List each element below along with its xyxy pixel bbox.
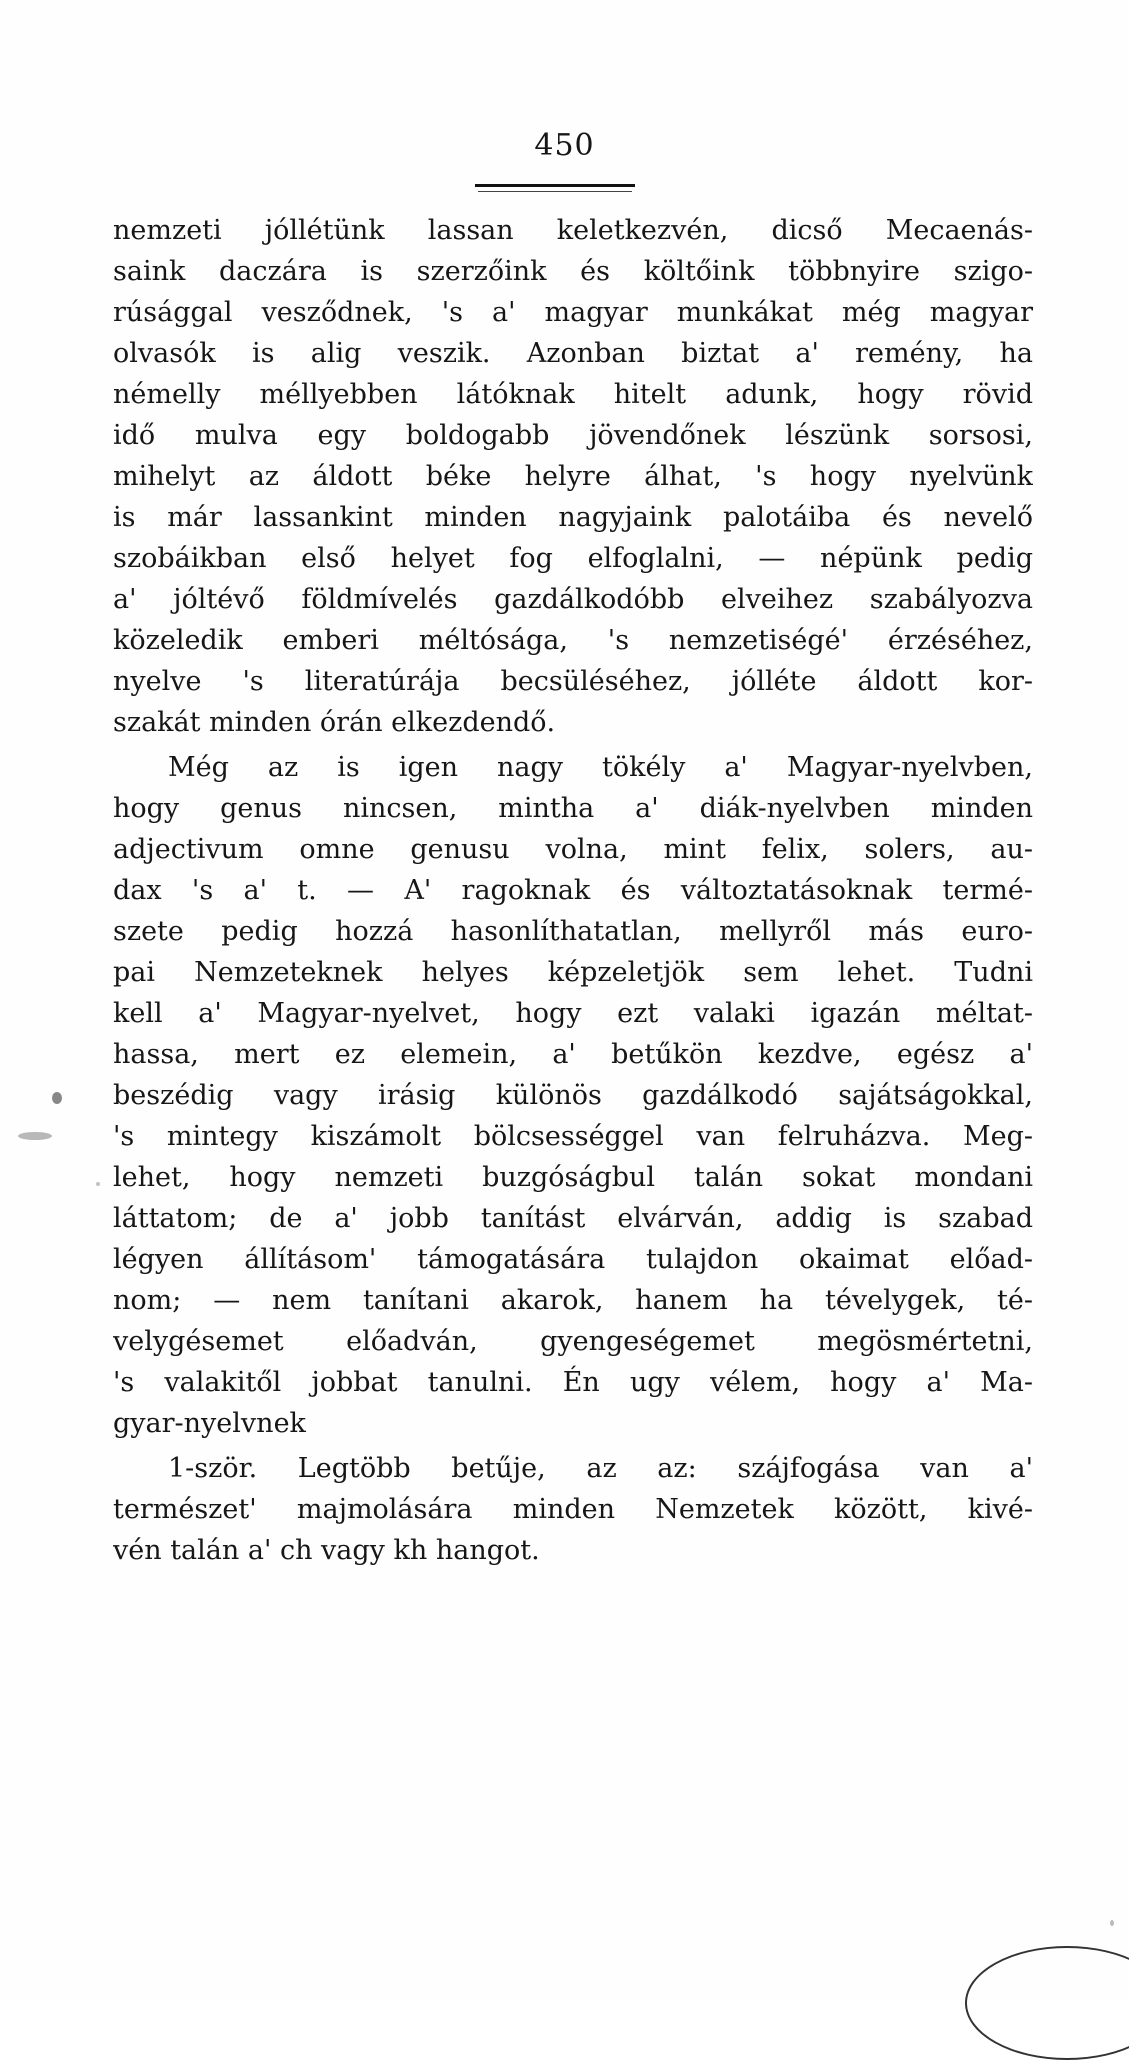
text-line: a' jóltévő földmívelés gazdálkodóbb elveihez szabályozva (113, 584, 1033, 615)
text-line: kell a' Magyar-nyelvet, hogy ezt valaki igazán méltat- (113, 998, 1033, 1029)
text-line: közeledik emberi méltósága, 's nemzetiségé' érzéséhez, (113, 625, 1033, 656)
text-line: gyar-nyelvnek (113, 1408, 306, 1439)
body-text (113, 210, 1033, 1571)
text-line: láttatom; de a' jobb tanítást elvárván, addig is szabad (113, 1203, 1033, 1234)
text-line: nom; — nem tanítani akarok, hanem ha tévelygek, té- (113, 1285, 1033, 1316)
text-line: 1-ször. Legtöbb betűje, az az: szájfogása van a' (168, 1453, 1033, 1484)
text-line: természet' majmolására minden Nemzetek között, kivé- (113, 1494, 1033, 1525)
paragraph-1 (113, 210, 1033, 743)
header-rule-thin (478, 191, 632, 192)
text-line: hassa, mert ez elemein, a' betűkön kezdve, egész a' (113, 1039, 1033, 1070)
header-rule (475, 184, 635, 187)
text-line: 's valakitől jobbat tanulni. Én ugy vélem, hogy a' Ma- (113, 1367, 1033, 1398)
paragraph-3 (113, 1448, 1033, 1571)
text-line: rúsággal vesződnek, 's a' magyar munkákat még magyar (113, 297, 1033, 328)
text-line: némelly méllyebben látóknak hitelt adunk, hogy rövid (113, 379, 1033, 410)
text-line: szobáikban első helyet fog elfoglalni, — népünk pedig (113, 543, 1033, 574)
text-line: idő mulva egy boldogabb jövendőnek lészünk sorsosi, (113, 420, 1033, 451)
text-line: pai Nemzeteknek helyes képzeletjök sem lehet. Tudni (113, 957, 1033, 988)
scan-speck (18, 1132, 52, 1140)
text-line: Még az is igen nagy tökély a' Magyar-nyelvben, (168, 752, 1033, 783)
text-line: szete pedig hozzá hasonlíthatatlan, mellyről más euro- (113, 916, 1033, 947)
text-line: beszédig vagy irásig különös gazdálkodó sajátságokkal, (113, 1080, 1033, 1111)
text-line: nyelve 's literatúrája becsüléséhez, jólléte áldott kor- (113, 666, 1033, 697)
text-line: vén talán a' ch vagy kh hangot. (113, 1535, 540, 1566)
page-edge-curve (965, 1946, 1129, 2060)
page-number: 450 (534, 128, 595, 163)
text-line: 's mintegy kiszámolt bölcsességgel van felruházva. Meg- (113, 1121, 1033, 1152)
paragraph-2 (113, 747, 1033, 1444)
text-line: is már lassankint minden nagyjaink palotáiba és nevelő (113, 502, 1033, 533)
text-line: szakát minden órán elkezdendő. (113, 707, 556, 738)
scan-speck (52, 1092, 62, 1104)
text-line: nemzeti jóllétünk lassan keletkezvén, dicső Mecaenás- (113, 215, 1033, 246)
text-line: dax 's a' t. — A' ragoknak és változtatásoknak termé- (113, 875, 1033, 906)
text-line: légyen állításom' támogatására tulajdon okaimat előad- (113, 1244, 1033, 1275)
scan-speck (96, 1182, 100, 1186)
text-line: mihelyt az áldott béke helyre álhat, 's hogy nyelvünk (113, 461, 1033, 492)
scan-speck (1110, 1920, 1114, 1926)
text-line: adjectivum omne genusu volna, mint felix, solers, au- (113, 834, 1033, 865)
text-line: velygésemet előadván, gyengeségemet megösmértetni, (113, 1326, 1033, 1357)
text-line: hogy genus nincsen, mintha a' diák-nyelvben minden (113, 793, 1033, 824)
text-line: olvasók is alig veszik. Azonban biztat a' remény, ha (113, 338, 1033, 369)
text-line: saink daczára is szerzőink és költőink többnyire szigo- (113, 256, 1033, 287)
text-line: lehet, hogy nemzeti buzgóságbul talán sokat mondani (113, 1162, 1033, 1193)
